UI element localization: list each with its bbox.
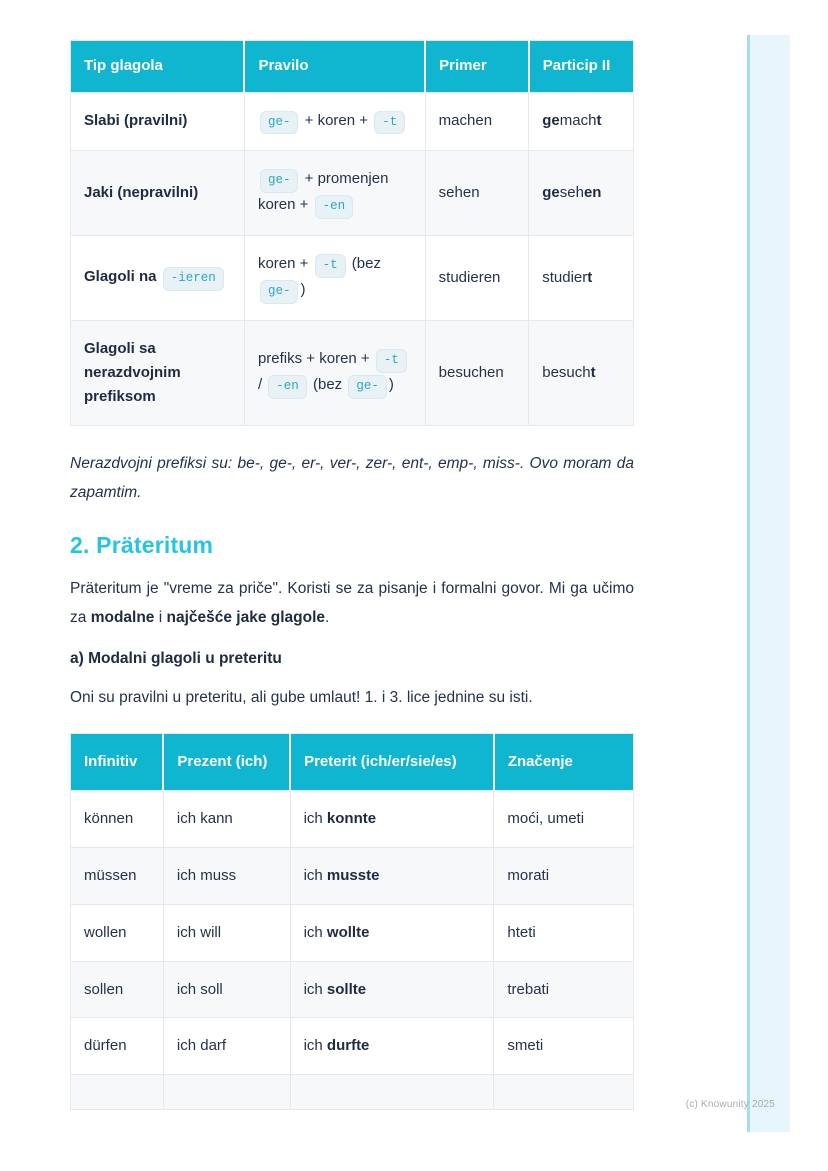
text-segment: modalne xyxy=(90,608,155,626)
table-row xyxy=(71,848,634,905)
inline-code-chip: ge- xyxy=(260,169,299,193)
text-segment: prefiks + koren + xyxy=(257,350,374,367)
inline-code-chip: ge- xyxy=(260,280,299,304)
text-segment: besuchen xyxy=(438,363,504,381)
text-segment: ge xyxy=(542,112,560,130)
text-segment: ich kann xyxy=(176,810,233,828)
text-segment: t xyxy=(587,269,593,286)
table-cell xyxy=(494,904,634,961)
table-cell xyxy=(244,320,425,425)
text-segment: Slabi (pravilni) xyxy=(84,112,188,130)
text-segment: sehen xyxy=(438,184,480,202)
column-header: Značenje xyxy=(494,733,634,791)
table-cell xyxy=(244,92,425,151)
text-segment: trebati xyxy=(507,980,550,998)
table-row xyxy=(71,791,634,848)
text-segment: mach xyxy=(559,112,597,130)
table-cell xyxy=(494,961,634,1018)
table-cell xyxy=(290,1075,494,1110)
text-segment: t xyxy=(590,363,596,381)
text-segment: ich soll xyxy=(176,980,223,998)
text-segment: sollen xyxy=(84,980,124,998)
text-segment: können xyxy=(84,810,134,828)
text-segment: Glagoli na xyxy=(84,268,161,286)
text-segment: dürfen xyxy=(84,1037,127,1055)
table-cell xyxy=(163,1018,290,1075)
table-cell xyxy=(290,791,494,848)
text-segment: seh xyxy=(559,184,584,202)
table-cell xyxy=(163,961,290,1018)
scrollbar-thumb[interactable] xyxy=(747,35,790,1132)
text-segment: + promenjen koren + xyxy=(257,170,389,214)
text-segment: ) xyxy=(300,281,306,298)
table-cell xyxy=(163,1075,290,1110)
table-row xyxy=(71,320,634,425)
table-cell xyxy=(494,1075,634,1110)
text-segment: studier xyxy=(542,269,588,286)
text-segment: ich xyxy=(303,980,327,998)
table-cell xyxy=(71,236,245,321)
table-header-row xyxy=(71,41,634,93)
text-segment: ich will xyxy=(176,923,222,941)
text-segment: (bez xyxy=(347,255,381,273)
inline-code-chip: -en xyxy=(268,375,307,399)
table-cell xyxy=(71,904,164,961)
inline-code-chip: -en xyxy=(315,195,354,219)
table-cell xyxy=(529,151,634,236)
table-cell xyxy=(71,1075,164,1110)
table-cell xyxy=(163,904,290,961)
text-segment: studieren xyxy=(438,269,501,286)
prefix-note-paragraph xyxy=(70,450,634,507)
table-row xyxy=(71,961,634,1018)
inline-code-chip: -t xyxy=(315,254,346,278)
text-segment: machen xyxy=(438,112,493,130)
text-segment: / xyxy=(257,375,267,393)
praeteritum-intro-paragraph xyxy=(70,575,634,632)
column-header: Preterit (ich/er/sie/es) xyxy=(290,733,494,791)
table-row xyxy=(71,151,634,236)
text-segment: ich darf xyxy=(176,1037,227,1055)
modal-preterit-table xyxy=(70,733,634,1110)
table-cell xyxy=(494,791,634,848)
text-segment: wollen xyxy=(84,923,127,941)
inline-code-chip: -t xyxy=(374,111,405,135)
text-segment: durfte xyxy=(326,1037,370,1055)
table-cell xyxy=(425,151,529,236)
table-cell xyxy=(244,151,425,236)
table-cell xyxy=(71,848,164,905)
text-segment: smeti xyxy=(507,1037,544,1055)
column-header: Particip II xyxy=(529,41,634,93)
text-segment: Glagoli sa nerazdvojnim prefiksom xyxy=(84,339,181,405)
text-segment: i xyxy=(154,608,167,626)
inline-code-chip: -ieren xyxy=(163,267,224,291)
text-segment: ge xyxy=(542,184,560,202)
text-segment: (bez xyxy=(308,375,347,393)
text-segment: ich muss xyxy=(176,867,237,885)
text-segment: moći, umeti xyxy=(507,810,585,828)
text-segment: + koren + xyxy=(300,111,373,129)
table-row xyxy=(71,92,634,151)
table-header-row xyxy=(71,733,634,791)
text-segment: ich xyxy=(303,867,327,885)
table-cell xyxy=(494,1018,634,1075)
table-cell xyxy=(494,848,634,905)
table-cell xyxy=(425,236,529,321)
column-header: Infinitiv xyxy=(71,733,164,791)
table-cell xyxy=(71,151,245,236)
text-segment: besuch xyxy=(542,363,591,381)
copyright-label: (c) Knowunity 2025 xyxy=(685,1099,775,1110)
text-segment: ich xyxy=(303,923,327,941)
text-segment: hteti xyxy=(507,923,536,941)
text-segment: wollte xyxy=(326,923,370,941)
table-row xyxy=(71,904,634,961)
text-segment: Präteritum je "vreme za priče". Koristi se za pisanje i formalni govor. Mi ga učimo za xyxy=(70,580,634,626)
table-cell xyxy=(290,961,494,1018)
inline-code-chip: ge- xyxy=(260,111,299,135)
text-segment: ich xyxy=(303,810,327,828)
text-segment: t xyxy=(596,112,602,130)
modal-verbs-note-paragraph: Oni su pravilni u preteritu, ali gube umlaut! 1. i 3. lice jednine su isti. xyxy=(70,689,533,707)
text-segment: musste xyxy=(326,867,380,885)
text-segment: . xyxy=(325,608,330,626)
table-cell xyxy=(71,961,164,1018)
table-cell xyxy=(529,236,634,321)
table-cell xyxy=(71,92,245,151)
table-cell xyxy=(71,791,164,848)
table-row xyxy=(71,1018,634,1075)
text-segment: ) xyxy=(388,375,394,393)
section-heading-praeteritum: 2. Präteritum xyxy=(70,532,214,559)
column-header: Tip glagola xyxy=(71,41,245,93)
inline-code-chip: ge- xyxy=(348,375,387,399)
text-segment: najčešće jake glagole xyxy=(166,608,326,626)
table-cell xyxy=(529,92,634,151)
table-cell xyxy=(244,236,425,321)
table-cell xyxy=(71,1018,164,1075)
document-content xyxy=(70,40,634,1110)
modal-verbs-subheading: a) Modalni glagoli u preteritu xyxy=(70,650,282,668)
table-cell xyxy=(425,320,529,425)
table-cell xyxy=(163,848,290,905)
table-cell xyxy=(290,904,494,961)
table-cell xyxy=(71,320,245,425)
table-cell xyxy=(163,791,290,848)
text-segment: sollte xyxy=(326,980,367,998)
particip-ii-table xyxy=(70,40,634,426)
table-cell xyxy=(425,92,529,151)
text-segment: Jaki (nepravilni) xyxy=(84,184,199,202)
column-header: Pravilo xyxy=(244,41,425,93)
page-cutoff xyxy=(0,1133,828,1171)
text-segment: konnte xyxy=(326,810,377,828)
table-row xyxy=(71,1075,634,1110)
text-segment: ich xyxy=(303,1037,327,1055)
table-row xyxy=(71,236,634,321)
table-cell xyxy=(290,848,494,905)
text-segment: Nerazdvojni prefiksi su: be-, ge-, er-, ver-, zer-, ent-, emp-, miss-. Ovo moram da zapamtim. xyxy=(70,454,634,501)
text-segment: müssen xyxy=(84,867,137,885)
table-cell xyxy=(529,320,634,425)
preterit-table-wrapper xyxy=(70,733,634,1110)
column-header: Primer xyxy=(425,41,529,93)
inline-code-chip: -t xyxy=(376,349,407,373)
text-segment: morati xyxy=(507,867,550,885)
column-header: Prezent (ich) xyxy=(163,733,290,791)
text-segment: koren + xyxy=(257,255,313,273)
table-cell xyxy=(290,1018,494,1075)
text-segment: en xyxy=(583,184,602,202)
